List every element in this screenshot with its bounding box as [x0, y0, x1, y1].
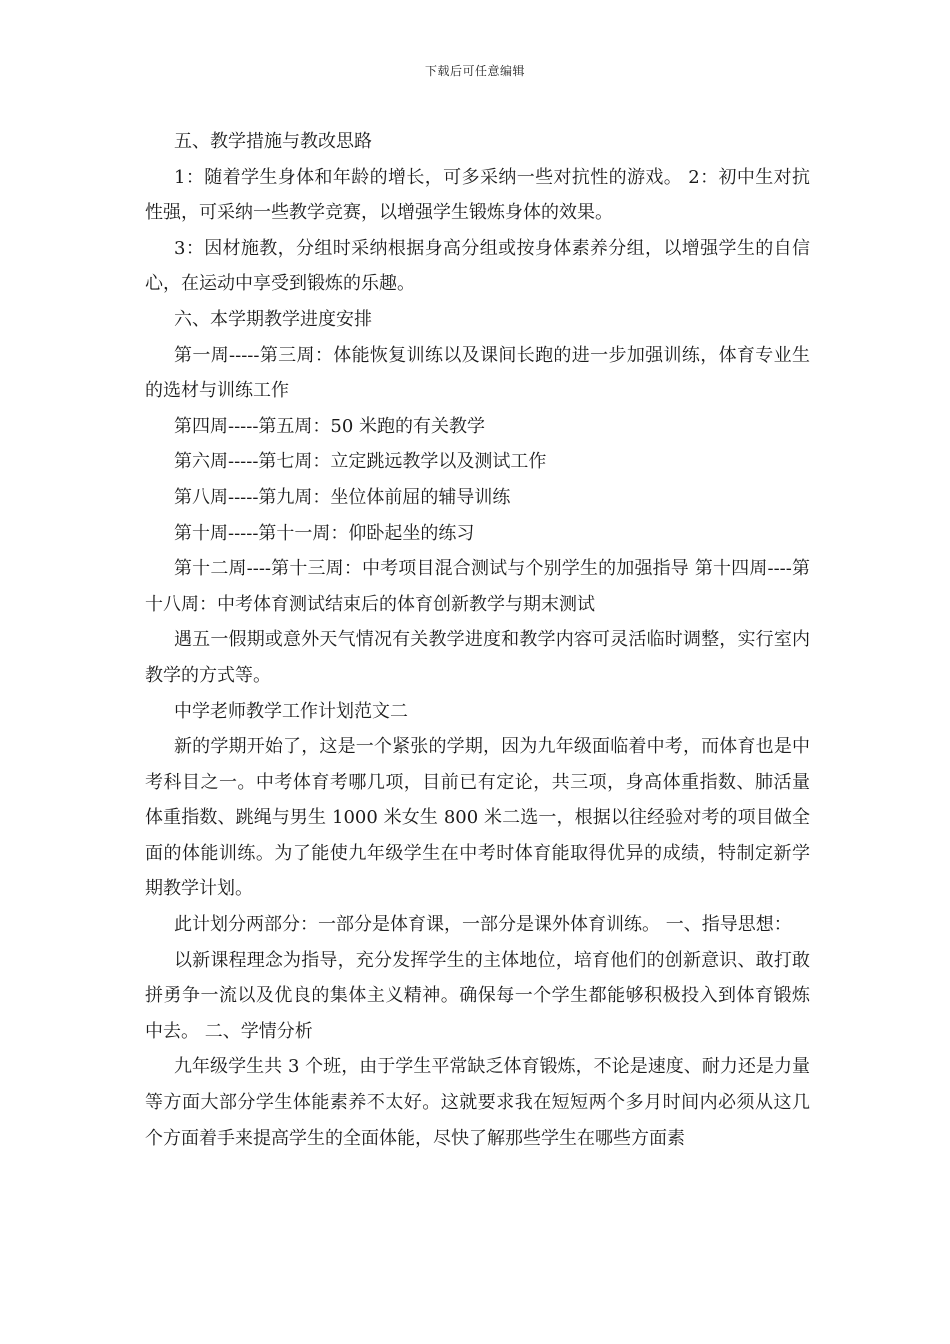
paragraph: 新的学期开始了，这是一个紧张的学期，因为九年级面临着中考，而体育也是中考科目之一。中考体育考哪几项，目前已有定论，共三项，身高体重指数、肺活量体重指数、跳绳与男生 1000 米女生 800 米二选一，根据以往经验对考的项目做全面的体能训练。为了能使九年级学生在中考时体育能取得优异的成绩，特制定新学期教学计划。	[145, 736, 810, 900]
schedule-item: 第一周-----第三周：体能恢复训练以及课间长跑的进一步加强训练，体育专业生的选材与训练工作	[145, 344, 810, 402]
schedule-item: 第六周-----第七周：立定跳远教学以及测试工作	[174, 451, 547, 473]
paragraph: 3：因材施教，分组时采纳根据身高分组或按身体素养分组，以增强学生的自信心，在运动中享受到锻炼的乐趣。	[145, 237, 810, 295]
paragraph: 以新课程理念为指导，充分发挥学生的主体地位，培育他们的创新意识、敢打敢拼勇争一流以及优良的集体主义精神。确保每一个学生都能够积极投入到体育锻炼中去。 二、学情分析	[145, 949, 810, 1042]
paragraph: 此计划分两部分：一部分是体育课，一部分是课外体育训练。 一、指导思想：	[174, 914, 792, 936]
paragraph: 1：随着学生身体和年龄的增长，可多采纳一些对抗性的游戏。 2：初中生对抗性强，可采纳一些教学竞赛，以增强学生锻炼身体的效果。	[145, 166, 810, 224]
schedule-item: 第十二周----第十三周：中考项目混合测试与个别学生的加强指导 第十四周----第十八周：中考体育测试结束后的体育创新教学与期末测试	[145, 558, 810, 615]
section-heading-5: 五、教学措施与教改思路	[174, 131, 372, 152]
schedule-item: 第四周-----第五周：50 米跑的有关教学	[174, 415, 486, 437]
paragraph: 九年级学生共 3 个班，由于学生平常缺乏体育锻炼，不论是速度、耐力还是力量等方面大部分学生体能素养不太好。这就要求我在短短两个多月时间内必须从这几个方面着手来提高学生的全面体能，尽快了解那些学生在哪些方面素	[145, 1056, 810, 1149]
section-heading-6: 六、本学期教学进度安排	[174, 308, 372, 330]
page-header: 下载后可任意编辑	[424, 64, 525, 78]
paragraph: 遇五一假期或意外天气情况有关教学进度和教学内容可灵活临时调整，实行室内教学的方式等。	[145, 629, 810, 686]
document-body	[145, 124, 810, 1156]
schedule-item: 第十周-----第十一周：仰卧起坐的练习	[174, 522, 475, 544]
schedule-item: 第八周-----第九周：坐位体前屈的辅导训练	[174, 486, 511, 508]
article-title: 中学老师教学工作计划范文二	[174, 700, 408, 722]
